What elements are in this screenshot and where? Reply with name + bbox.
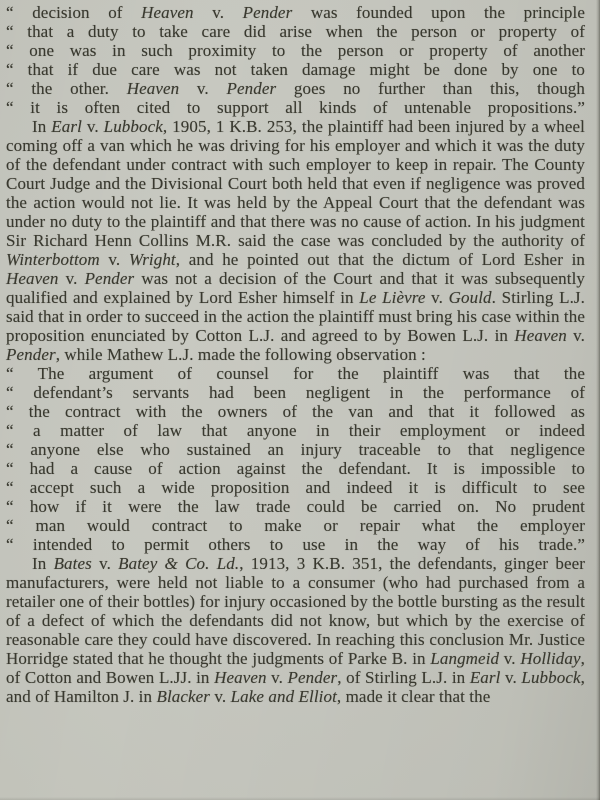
text-run: “ that if due care was not taken damage might be done by one to — [6, 60, 585, 79]
text-run: v. — [193, 3, 243, 22]
case-name-italic: Heaven — [514, 326, 567, 345]
text-run: In — [32, 554, 54, 573]
quote-line — [6, 516, 585, 535]
text-run: v. — [499, 649, 521, 668]
text-run: v. — [266, 668, 288, 687]
quote-line — [6, 535, 585, 554]
text-run: goes no further than this, though — [276, 79, 586, 98]
text-run: “ that a duty to take care did arise when the person or property of — [6, 22, 585, 41]
body-paragraph — [6, 554, 585, 706]
quote-line — [6, 440, 585, 459]
quote-line — [6, 79, 585, 98]
text-run: “ intended to permit others to use in the way of his trade.” — [6, 535, 585, 554]
text-run: v. — [179, 79, 227, 98]
quote-line — [6, 3, 585, 22]
case-name-italic: Wright — [128, 250, 176, 269]
quote-line — [6, 497, 585, 516]
text-run: “ it is often cited to support all kinds of untenable propositions.” — [6, 98, 585, 117]
case-name-italic: Earl — [469, 668, 501, 687]
quote-line — [6, 421, 585, 440]
quote-line — [6, 478, 585, 497]
quote-line — [6, 402, 585, 421]
text-run: , and of Hamilton J. in — [6, 668, 586, 706]
page-edge-shadow — [596, 0, 600, 800]
case-name-italic: Earl — [51, 117, 82, 136]
text-run: , 1913, 3 K.B. 351, the defendants, ginger beer manufacturers, were held not liable to a consumer (who had purchased from a retailer one of their bottles) for injury occasioned by the bottle bursting as the result of a defect of which the defendants did not know, but which by the exercise of reasonable care they could have discovered. In reaching this conclusion Mr. Justice Horridge stated that he thought the judgments of Parke B. in — [6, 554, 586, 668]
text-run: , made it clear that the — [336, 687, 491, 706]
text-run: “ anyone else who sustained an injury traceable to that negligence — [6, 440, 585, 459]
quote-line — [6, 383, 585, 402]
text-run: , of Stirling L.J. in — [337, 668, 470, 687]
text-run: “ The argument of counsel for the plaintiff was that the — [6, 364, 585, 383]
text-run: , and he pointed out that the dictum of Lord Esher in — [175, 250, 586, 269]
case-name-italic: Pender — [6, 345, 56, 364]
case-name-italic: Pender — [84, 269, 135, 288]
text-run: “ a matter of law that anyone in their employment or indeed — [6, 421, 585, 440]
text-run: v. — [58, 269, 85, 288]
text-run: In — [32, 117, 52, 136]
body-paragraph — [6, 117, 585, 364]
quote-block — [6, 3, 585, 117]
text-run: v. — [425, 288, 449, 307]
quote-line — [6, 22, 585, 41]
case-name-italic: Pender — [242, 3, 293, 22]
case-name-italic: Batey & Co. Ld. — [118, 554, 240, 573]
case-name-italic: Lubbock — [521, 668, 581, 687]
case-name-italic: Heaven — [6, 269, 59, 288]
text-run: “ the other. — [6, 79, 127, 98]
text-run: v. — [99, 250, 129, 269]
case-name-italic: Bates — [53, 554, 92, 573]
quote-line — [6, 41, 585, 60]
case-name-italic: Lubbock — [103, 117, 163, 136]
text-run: v. — [91, 554, 119, 573]
case-name-italic: Pender — [226, 79, 277, 98]
case-name-italic: Heaven — [126, 79, 180, 98]
case-name-italic: Gould — [448, 288, 492, 307]
text-run: “ had a cause of action against the defendant. It is impossible to — [6, 459, 585, 478]
case-name-italic: Le Lièvre — [359, 288, 426, 307]
text-run: “ one was in such proximity to the person or property of another — [6, 41, 585, 60]
case-name-italic: Langmeid — [430, 649, 500, 668]
quote-block — [6, 364, 585, 554]
text-run: was founded upon the principle — [292, 3, 585, 22]
case-name-italic: Winterbottom — [6, 250, 100, 269]
text-run: v. — [500, 668, 522, 687]
text-run: , of Cotton and Bowen L.JJ. in — [6, 649, 585, 687]
case-name-italic: Holliday — [520, 649, 581, 668]
text-run: . Stirling L.J. said that in order to succeed in the action the plaintiff must bring his case within the proposition enunciated by Cotton L.J. and agreed to by Bowen L.J. in — [6, 288, 586, 345]
text-run: “ man would contract to make or repair what the employer — [6, 516, 585, 535]
text-run: “ the contract with the owners of the van and that it followed as — [6, 402, 585, 421]
case-name-italic: Pender — [287, 668, 338, 687]
quote-line — [6, 98, 585, 117]
text-run: “ defendant’s servants had been negligent in the performance of — [6, 383, 585, 402]
quote-line — [6, 459, 585, 478]
page-text — [6, 3, 585, 706]
quote-line — [6, 60, 585, 79]
case-name-italic: Lake and Elliot — [230, 687, 337, 706]
text-run: v. — [81, 117, 104, 136]
text-run: “ decision of — [6, 3, 142, 22]
text-run: v. — [566, 326, 585, 345]
text-run: “ accept such a wide proposition and indeed it is difficult to see — [6, 478, 585, 497]
case-name-italic: Blacker — [156, 687, 211, 706]
text-run: , 1905, 1 K.B. 253, the plaintiff had been injured by a wheel coming off a van which he was driving for his employer and which it was the duty of the defendant under contract with such employer to keep in repair. The County Court Judge and the Divisional Court both held that even if negligence was proved the action would not lie. It was held by the Appeal Court that the defendant was under no duty to the plaintiff and that there was no cause of action. In his judgment Sir Richard Henn Collins M.R. said the case was concluded by the authority of — [6, 117, 585, 250]
case-name-italic: Heaven — [141, 3, 194, 22]
case-name-italic: Heaven — [214, 668, 267, 687]
text-run: , while Mathew L.J. made the following observation : — [55, 345, 426, 364]
text-run: was not a decision of the Court and that it was subsequently qualified and explained by Lord Esher himself in — [6, 269, 586, 307]
text-run: “ how if it were the law trade could be carried on. No prudent — [6, 497, 585, 516]
quote-line — [6, 364, 585, 383]
text-run: v. — [210, 687, 231, 706]
